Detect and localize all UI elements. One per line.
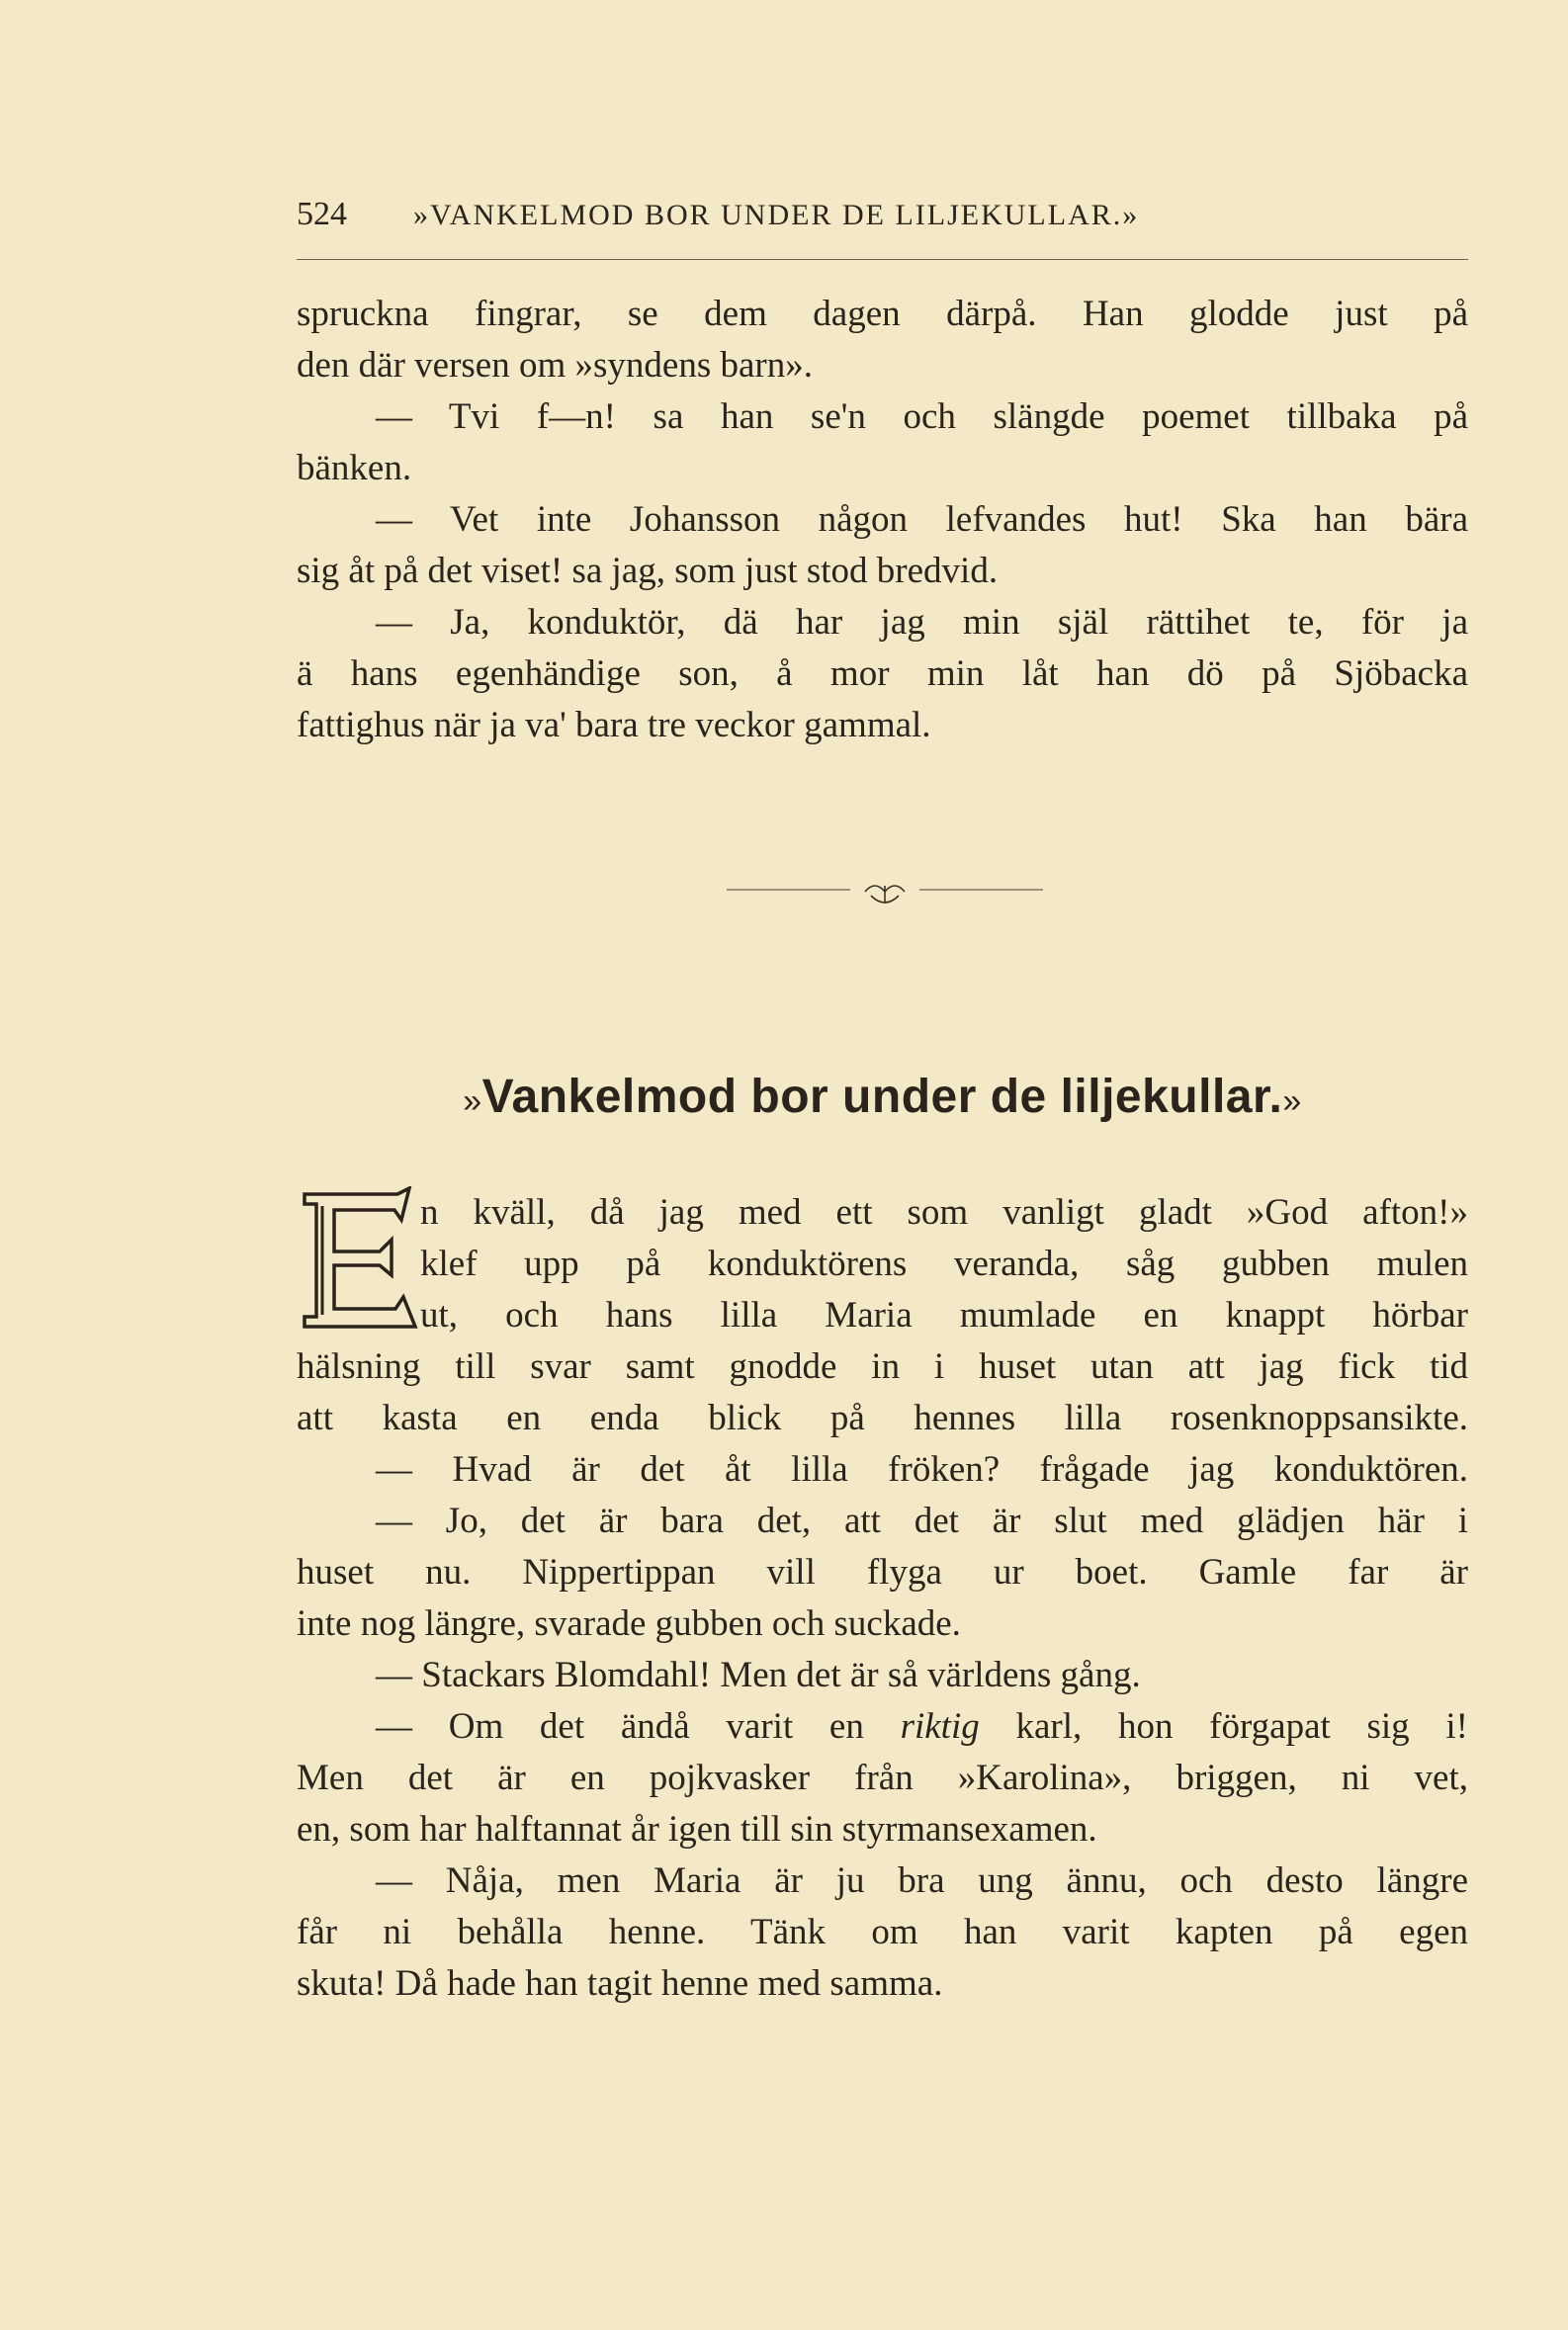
text-line: — Stackars Blomdahl! Men det är så världens gång. — [376, 1655, 1141, 1695]
text-line: n kväll, då jag med ett som vanligt gladt »God afton!» — [420, 1192, 1468, 1233]
text-line: den där versen om »syndens barn». — [297, 345, 813, 386]
text-line: — Tvi f—n! sa han se'n och slängde poemet tillbaka på — [376, 396, 1468, 437]
text-line: Men det är en pojkvasker från »Karolina», briggen, ni vet, — [297, 1758, 1468, 1798]
text-line: spruckna fingrar, se dem dagen därpå. Han glodde just på — [297, 294, 1468, 334]
header-rule — [297, 259, 1468, 260]
drop-cap-letter: E — [299, 1186, 300, 1187]
title-open-quote: » — [463, 1082, 482, 1120]
text-line: — Jo, det är bara det, att det är slut med glädjen här i — [376, 1501, 1468, 1541]
text-line: att kasta en enda blick på hennes lilla rosenknoppsansikte. — [297, 1398, 1468, 1438]
text-line: sig åt på det viset! sa jag, som just stod bredvid. — [297, 551, 999, 591]
text-span: karl, hon förgapat sig i! — [979, 1706, 1468, 1747]
running-header — [297, 196, 1468, 239]
text-line: inte nog längre, svarade gubben och suckade. — [297, 1603, 961, 1644]
text-line: fattighus när ja va' bara tre veckor gammal. — [297, 705, 931, 745]
text-line: ä hans egenhändige son, å mor min låt han dö på Sjöbacka — [297, 653, 1468, 694]
title-text: Vankelmod bor under de liljekullar. — [481, 1071, 1283, 1123]
text-line: — Nåja, men Maria är ju bra ung ännu, och desto längre — [376, 1860, 1468, 1901]
text-line: klef upp på konduktörens veranda, såg gubben mulen — [420, 1244, 1468, 1284]
page-number: 524 — [297, 196, 347, 232]
text-line — [297, 1701, 1468, 1753]
title-close-quote: » — [1282, 1082, 1302, 1120]
top-paragraphs — [297, 289, 1468, 751]
text-line: skuta! Då hade han tagit henne med samma. — [297, 1963, 943, 2004]
text-line: får ni behålla henne. Tänk om han varit kapten på egen — [297, 1912, 1468, 1952]
text-line: — Ja, konduktör, dä har jag min själ rättihet te, för ja — [376, 602, 1468, 643]
running-title: »VANKELMOD BOR UNDER DE LILJEKULLAR.» — [413, 199, 1140, 231]
emphasis-span: riktig — [900, 1706, 980, 1747]
text-line: bänken. — [297, 448, 412, 488]
ornament-divider — [727, 878, 1043, 917]
text-line: — Hvad är det åt lilla fröken? frågade jag konduktören. — [376, 1449, 1468, 1490]
body-paragraphs — [297, 1187, 1468, 2010]
text-line: en, som har halftannat år igen till sin styrmansexamen. — [297, 1809, 1097, 1850]
section-title — [297, 1070, 1468, 1124]
text-line: ut, och hans lilla Maria mumlade en knappt hörbar — [420, 1295, 1468, 1336]
text-line: — Vet inte Johansson någon lefvandes hut! Ska han bära — [376, 499, 1468, 540]
text-line: hälsning till svar samt gnodde in i huset utan att jag fick tid — [297, 1346, 1468, 1387]
text-line: huset nu. Nippertippan vill flyga ur boet. Gamle far är — [297, 1552, 1468, 1593]
text-span: — Om det ändå varit en — [376, 1706, 901, 1747]
